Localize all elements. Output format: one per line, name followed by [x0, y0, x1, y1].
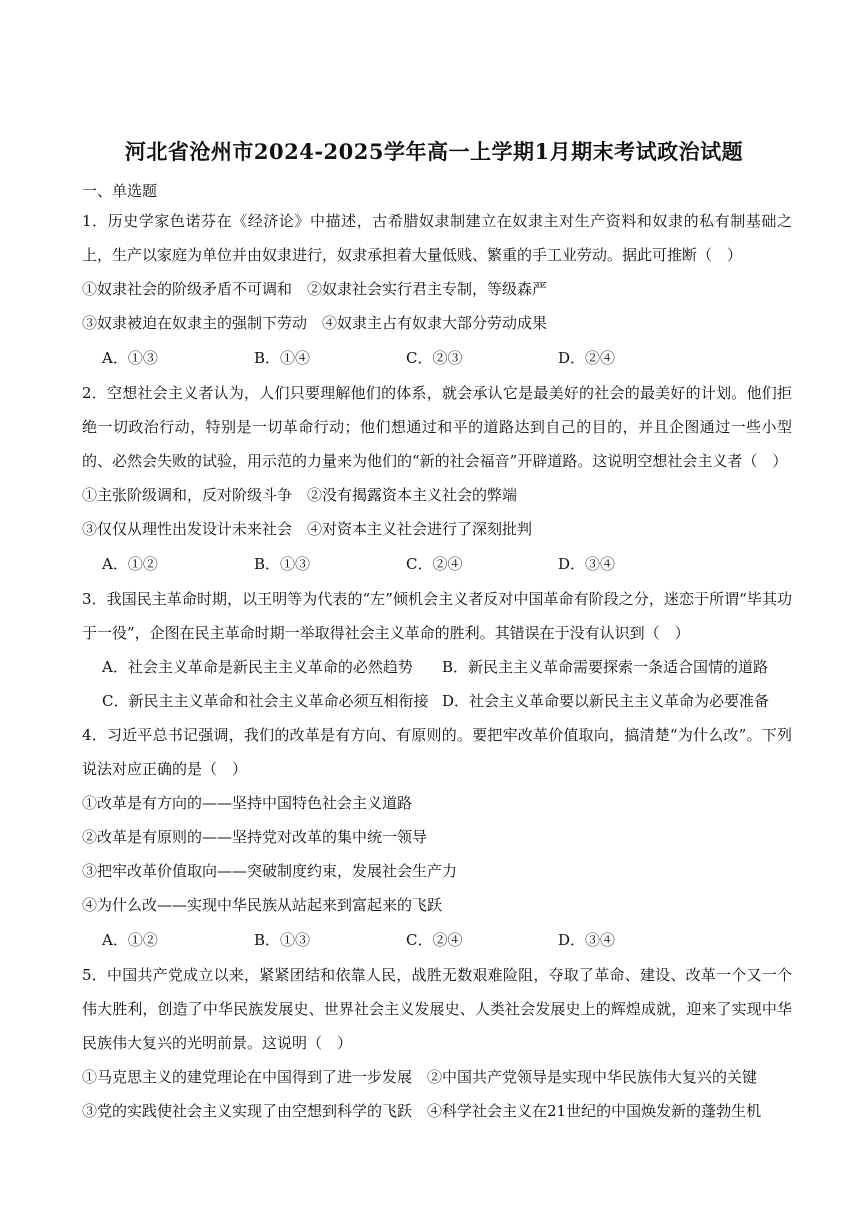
question-3	[82, 582, 792, 718]
option-b[interactable]: B．①④	[254, 349, 311, 367]
question-stem: 5．中国共产党成立以来，紧紧团结和依靠人民，战胜无数艰难险阻，夺取了革命、建设、改革一个又一个伟大胜利，创造了中华民族发展史、世界社会主义发展史、人类社会发展史上的辉煌成就，迎来了实现中华民族伟大复兴的光明前景。这说明（ ）	[82, 966, 792, 1052]
question-stem: 2．空想社会主义者认为，人们只要理解他们的体系，就会承认它是最美好的社会的最美好的计划。他们拒绝一切政治行动，特别是一切革命行动；他们想通过和平的道路达到自己的目的，并且企图通过一些小型的、必然会失败的试验，用示范的力量来为他们的“新的社会福音”开辟道路。这说明空想社会主义者（ ）	[82, 384, 792, 470]
statement-line: ③奴隶被迫在奴隶主的强制下劳动 ④奴隶主占有奴隶大部分劳动成果	[82, 314, 548, 332]
statement-line: ④为什么改——实现中华民族从站起来到富起来的飞跃	[82, 896, 443, 914]
option-row	[82, 650, 792, 684]
option-d[interactable]: D．②④	[558, 349, 616, 367]
statement-line: ①马克思主义的建党理论在中国得到了进一步发展 ②中国共产党领导是实现中华民族伟大复兴的关键	[82, 1068, 758, 1086]
option-d[interactable]: D．社会主义革命要以新民主主义革命为必要准备	[442, 692, 770, 710]
option-b[interactable]: B．新民主主义革命需要探索一条适合国情的道路	[442, 658, 769, 676]
page-title: 河北省沧州市2024-2025学年高一上学期1月期末考试政治试题	[124, 139, 744, 164]
option-row	[82, 684, 792, 718]
option-c[interactable]: C．②④	[406, 931, 463, 949]
question-stem: 1．历史学家色诺芬在《经济论》中描述，古希腊奴隶制建立在奴隶主对生产资料和奴隶的私有制基础之上，生产以家庭为单位并由奴隶进行，奴隶承担着大量低贱、繁重的手工业劳动。据此可推断（ ）	[82, 212, 792, 264]
question-4	[82, 718, 792, 958]
option-a[interactable]: A．①③	[102, 349, 158, 367]
option-a[interactable]: A．①②	[102, 555, 158, 573]
option-a[interactable]: A．①②	[102, 931, 158, 949]
option-a[interactable]: A．社会主义革命是新民主主义革命的必然趋势	[102, 658, 413, 676]
statement-line: ③把牢改革价值取向——突破制度约束，发展社会生产力	[82, 862, 458, 880]
option-d[interactable]: D．③④	[558, 555, 616, 573]
statement-line: ③仅仅从理性出发设计未来社会 ④对资本主义社会进行了深刻批判	[82, 520, 533, 538]
statement-line: ①主张阶级调和，反对阶级斗争 ②没有揭露资本主义社会的弊端	[82, 486, 518, 504]
question-list	[82, 204, 792, 1128]
option-b[interactable]: B．①③	[254, 931, 311, 949]
question-1	[82, 204, 792, 376]
option-d[interactable]: D．③④	[558, 931, 616, 949]
option-row	[82, 922, 792, 958]
option-row	[82, 546, 792, 582]
question-5	[82, 958, 792, 1128]
option-c[interactable]: C．②④	[406, 555, 463, 573]
statement-line: ③党的实践使社会主义实现了由空想到科学的飞跃 ④科学社会主义在21世纪的中国焕发新的蓬勃生机	[82, 1102, 762, 1120]
option-b[interactable]: B．①③	[254, 555, 311, 573]
question-stem: 4．习近平总书记强调，我们的改革是有方向、有原则的。要把牢改革价值取向，搞清楚“为什么改”。下列说法对应正确的是（ ）	[82, 726, 792, 778]
statement-line: ②改革是有原则的——坚持党对改革的集中统一领导	[82, 828, 428, 846]
question-stem: 3．我国民主革命时期，以王明等为代表的“左”倾机会主义者反对中国革命有阶段之分，迷恋于所谓“毕其功于一役”，企图在民主革命时期一举取得社会主义革命的胜利。其错误在于没有认识到（ ）	[82, 590, 792, 642]
option-c[interactable]: C．新民主主义革命和社会主义革命必须互相衔接	[102, 692, 429, 710]
option-c[interactable]: C．②③	[406, 349, 463, 367]
statement-line: ①奴隶社会的阶级矛盾不可调和 ②奴隶社会实行君主专制，等级森严	[82, 280, 548, 298]
statement-line: ①改革是有方向的——坚持中国特色社会主义道路	[82, 794, 413, 812]
option-row	[82, 340, 792, 376]
question-2	[82, 376, 792, 582]
section-heading: 一、单选题	[82, 182, 158, 200]
